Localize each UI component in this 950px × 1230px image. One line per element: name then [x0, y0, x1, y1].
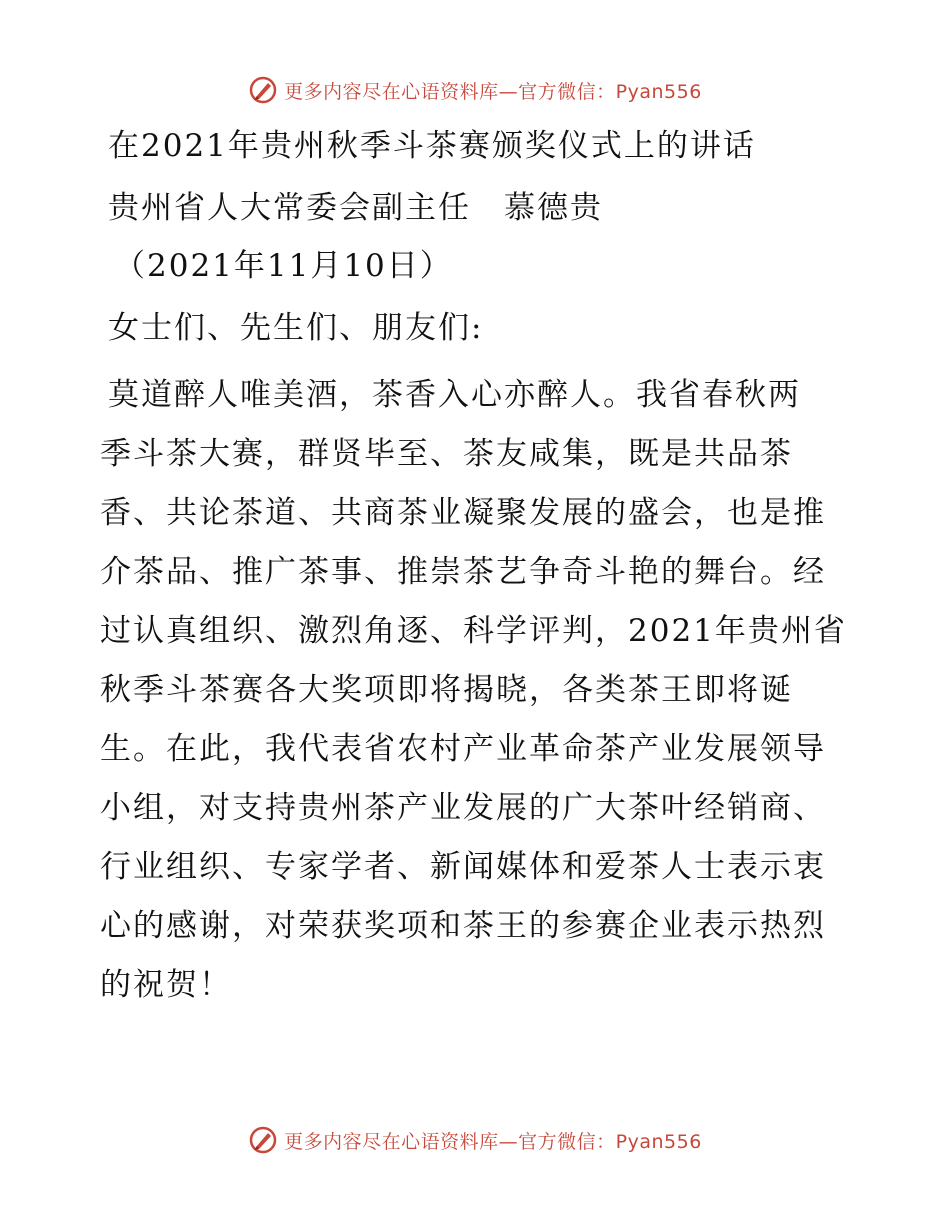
document-title: 在2021年贵州秋季斗茶赛颁奖仪式上的讲话 [108, 128, 756, 164]
paragraph-line: 过认真组织、激烈角逐、科学评判，2021年贵州省 [100, 613, 847, 649]
paragraph-line: 介茶品、推广茶事、推崇茶艺争奇斗艳的舞台。经 [100, 554, 826, 590]
paragraph-line: 秋季斗茶赛各大奖项即将揭晓，各类茶王即将诞 [100, 672, 793, 708]
footer-banner [0, 1120, 950, 1160]
paragraph-line: 季斗茶大赛，群贤毕至、茶友咸集，既是共品茶 [100, 436, 793, 472]
paragraph-line: 的祝贺！ [100, 967, 232, 1003]
pen-logo-icon [248, 75, 278, 105]
paragraph-line: 香、共论茶道、共商茶业凝聚发展的盛会，也是推 [100, 495, 826, 531]
document-author: 贵州省人大常委会副主任 慕德贵 [108, 190, 603, 226]
pen-logo-icon [248, 1125, 278, 1155]
footer-banner-text: 更多内容尽在心语资料库—官方微信：Pyan556 [284, 1130, 702, 1153]
paragraph-line: 心的感谢，对荣获奖项和茶王的参赛企业表示热烈 [100, 908, 826, 944]
paragraph-line: 小组，对支持贵州茶产业发展的广大茶叶经销商、 [100, 790, 826, 826]
document-date: （2021年11月10日） [114, 248, 453, 284]
speech-paragraph [100, 366, 860, 1015]
document-body [100, 120, 860, 1015]
header-banner [0, 70, 950, 110]
header-banner-text: 更多内容尽在心语资料库—官方微信：Pyan556 [284, 80, 702, 103]
paragraph-line: 行业组织、专家学者、新闻媒体和爱茶人士表示衷 [100, 849, 826, 885]
paragraph-line: 莫道醉人唯美酒，茶香入心亦醉人。我省春秋两 [108, 377, 801, 413]
paragraph-line: 生。在此，我代表省农村产业革命茶产业发展领导 [100, 731, 826, 767]
document-salutation: 女士们、先生们、朋友们: [108, 310, 484, 346]
